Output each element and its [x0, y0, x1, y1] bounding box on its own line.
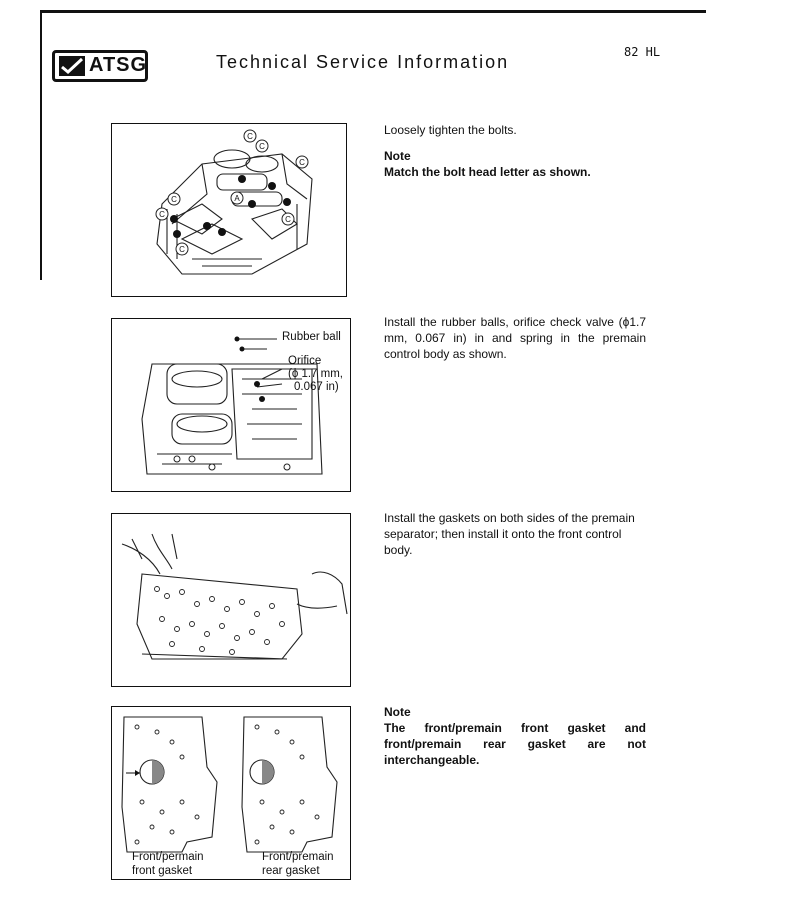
- note-heading: Note: [384, 705, 411, 719]
- section-2-text: [384, 314, 646, 362]
- section-4-text: [384, 704, 646, 768]
- bolt-letter: A: [234, 194, 240, 203]
- figure-gasket-install: [111, 513, 351, 687]
- bolt-letter: C: [299, 158, 305, 167]
- bolt-letter: C: [259, 142, 265, 151]
- callout-rubber-ball: Rubber ball: [282, 331, 341, 343]
- note-body: Match the bolt head letter as shown.: [384, 165, 591, 179]
- bolt-letter: C: [159, 210, 165, 219]
- caption-right-1: Front/premain: [262, 851, 334, 863]
- bolt-letter: C: [171, 195, 177, 204]
- left-rule: [40, 10, 42, 280]
- caption-right-2: rear gasket: [262, 865, 320, 877]
- step-text: Loosely tighten the bolts.: [384, 123, 517, 137]
- step-text: Install the gaskets on both sides of the premain separator; then install it onto the front control body.: [384, 511, 635, 557]
- section-1-text: [384, 122, 648, 180]
- section-3-text: [384, 510, 650, 558]
- callout-orifice: Orifice: [288, 355, 322, 367]
- figure-gasket-comparison: [111, 706, 351, 880]
- step-text: Install the rubber balls, orifice check valve (ϕ1.7 mm, 0.067 in) in and spring in the premain control body as shown.: [384, 315, 646, 361]
- bolt-letter: C: [247, 132, 253, 141]
- callout-orifice-size-mm: (ϕ 1.7 mm,: [288, 368, 344, 380]
- atsg-logo: [52, 50, 148, 82]
- caption-left-1: Front/permain: [132, 851, 204, 863]
- bolt-letter: C: [285, 215, 291, 224]
- note-heading: Note: [384, 149, 411, 163]
- top-rule: [40, 10, 706, 13]
- page-title: Technical Service Information: [216, 52, 510, 72]
- page-number: 82 HL: [624, 45, 661, 59]
- note-body: The front/premain front gasket and front/premain rear gasket are not interchangeable.: [384, 721, 646, 767]
- checkmark-icon: [59, 56, 85, 76]
- caption-left-2: front gasket: [132, 865, 193, 877]
- logo-text: ATSG: [89, 54, 148, 76]
- figure-valve-body-bolts: [111, 123, 347, 297]
- callout-orifice-size-in: 0.067 in): [294, 381, 339, 393]
- bolt-letter: C: [179, 245, 185, 254]
- figure-rubber-ball-orifice: [111, 318, 351, 492]
